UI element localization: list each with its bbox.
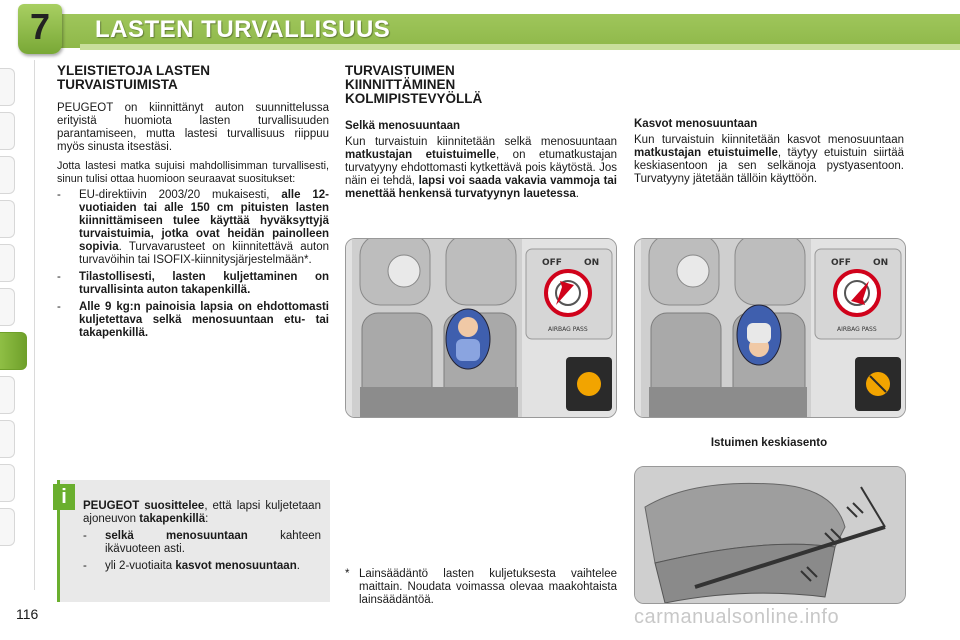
rear-facing-illustration: [345, 238, 617, 418]
info-text: :: [205, 513, 209, 525]
body-text-bold: matkustajan etuistuimelle: [345, 149, 496, 161]
chapter-tab-item[interactable]: [0, 156, 15, 194]
seat-position-caption: Istuimen keskiasento: [710, 437, 828, 449]
body-text: , täytyy etuistuin siirtää keskiasentoon ja sen selkänoja pystyasentoon. Turvatyyny jätetään tällöin käyttöön.: [634, 147, 904, 185]
body-text: Kun turvaistuin kiinnitetään kasvot menosuuntaan: [634, 134, 904, 146]
chapter-tab-item[interactable]: [0, 68, 15, 106]
side-divider: [34, 60, 35, 590]
footnote: [345, 568, 617, 607]
page-title: LASTEN TURVALLISUUS: [95, 16, 391, 43]
info-text: kahteen ikävuoteen asti.: [105, 530, 322, 555]
airbag-off-label: OFF: [831, 258, 851, 268]
chapter-tab-item[interactable]: [0, 112, 15, 150]
body-text: , on etumatkustajan turvatyyny ehdottomasti kytkettävä pois käytöstä. Jos näin ei tehdä,: [345, 149, 617, 187]
chapter-tabs: [0, 68, 28, 552]
info-text: , että lapsi kuljetetaan ajoneuvon: [83, 500, 321, 525]
body-text: .: [575, 188, 579, 200]
footnote-marker: *: [345, 568, 350, 580]
airbag-off-label: OFF: [542, 258, 562, 268]
body-text: Kun turvaistuin kiinnitetään selkä menosuuntaan: [345, 136, 617, 148]
recommendation-paragraph: Jotta lastesi matka sujuisi mahdollisimman turvallisesti, sinun tulisi ottaa huomioon seuraavat suositukset:: [57, 160, 329, 185]
header-underline: [80, 44, 960, 50]
airbag-pass-label: AIRBAG PASS: [548, 326, 588, 333]
info-intro: [83, 500, 321, 526]
intro-paragraph: PEUGEOT on kiinnittänyt auton suunnittelussa erityistä huomiota lasten turvallisuuden parantamiseen, mutta lastesi turvallisuus riippuu myös sinusta itsestäsi.: [57, 102, 329, 153]
list-text-bold: Alle 9 kg:n painoisia lapsia on ehdottomasti kuljetettava selkä menosuuntaan etu- tai takapenkillä.: [79, 301, 329, 339]
info-bold: PEUGEOT suosittelee: [83, 500, 205, 512]
list-text: EU-direktiivin 2003/20 mukaisesti,: [79, 189, 282, 201]
body-text-bold: matkustajan etuistuimelle: [634, 147, 778, 159]
list-item: - Tilastollisesti, lasten kuljettaminen on turvallisinta auton takapenkillä.: [57, 271, 329, 296]
forward-facing-illustration: [634, 238, 906, 418]
heading-line: YLEISTIETOJA LASTEN: [57, 63, 211, 78]
chapter-tab-item[interactable]: [0, 508, 15, 546]
middle-column: [345, 64, 617, 201]
subheading-forward-facing: Kasvot menosuuntaan: [634, 118, 758, 130]
seat-rail-graphic: [635, 467, 905, 603]
info-list-item: - selkä menosuuntaan kahteen ikävuoteen asti.: [83, 530, 322, 555]
chapter-tab-item[interactable]: [0, 288, 15, 326]
list-item: - Alle 9 kg:n painoisia lapsia on ehdottomasti kuljetettava selkä menosuuntaan etu- tai takapenkillä.: [57, 301, 329, 339]
chapter-number: 7: [29, 6, 51, 47]
section-heading: [57, 64, 329, 92]
list-text-bold: alle 12-vuotiaiden tai alle 150 cm pituisten lasten kiinnittämiseen tulee käyttää hyväksyttyjä turvaistuimia, jotka ovat heidän painolleen sopivia: [79, 189, 329, 253]
chapter-tab-item[interactable]: [0, 376, 15, 414]
watermark: carmanualsonline.info: [634, 606, 840, 628]
right-column: [634, 118, 904, 186]
info-text: .: [296, 560, 300, 572]
chapter-tab-item[interactable]: [0, 464, 15, 502]
seat-position-illustration: [634, 466, 906, 604]
info-bold: kasvot menosuuntaan: [175, 560, 297, 572]
airbag-pass-label: AIRBAG PASS: [837, 326, 877, 333]
section-heading: [345, 64, 617, 106]
heading-line: KOLMIPISTEVYÖLLÄ: [345, 91, 483, 106]
info-content: [83, 500, 321, 573]
subheading-rear-facing: Selkä menosuuntaan: [345, 120, 461, 132]
list-item: - EU-direktiivin 2003/20 mukaisesti, alle 12-vuotiaiden tai alle 150 cm pituisten lasten kiinnittämiseen tulee käyttää hyväksyttyjä turvaistuimia, jotka ovat heidän painolleen sopivia. Turvavarusteet on kiinnitettävä auton turvavöihin tai ISOFIX-kiinnitysjärjestelmään*.: [57, 189, 329, 266]
info-text: yli 2-vuotiaita: [105, 560, 176, 572]
forward-facing-text: [634, 134, 904, 186]
car-interior-forward-facing: [635, 239, 905, 417]
rear-facing-text: [345, 136, 617, 201]
footnote-text: Lainsäädäntö lasten kuljetuksesta vaihtelee maittain. Noudata voimassa olevaa maakohtaista lainsäädäntöä.: [359, 568, 617, 606]
left-column: [57, 64, 329, 340]
page-number: 116: [16, 606, 39, 622]
footnote-text-wrap: [345, 568, 617, 607]
chapter-tab-active[interactable]: [0, 332, 27, 370]
info-list-item: - yli 2-vuotiaita kasvot menosuuntaan.: [83, 560, 300, 572]
heading-line: TURVAISTUIMISTA: [57, 77, 178, 92]
info-bold: selkä menosuuntaan: [105, 530, 248, 542]
list-text: . Turvavarusteet on kiinnitettävä auton turvavöihin tai ISOFIX-kiinnitysjärjestelmään*.: [79, 241, 329, 266]
chapter-tab-item[interactable]: [0, 420, 15, 458]
chapter-tab-item[interactable]: [0, 200, 15, 238]
airbag-on-label: ON: [584, 258, 600, 268]
chapter-tab-item[interactable]: [0, 244, 15, 282]
info-icon: i: [53, 484, 75, 510]
list-text-bold: Tilastollisesti, lasten kuljettaminen on turvallisinta auton takapenkillä.: [79, 271, 329, 296]
airbag-on-label: ON: [873, 258, 889, 268]
heading-line: KIINNITTÄMINEN: [345, 77, 456, 92]
car-interior-rear-facing: [346, 239, 616, 417]
heading-line: TURVAISTUIMEN: [345, 63, 455, 78]
body-text-bold: lapsi voi saada vakavia vammoja tai menettää henkensä turvatyynyn lauetessa: [345, 175, 617, 200]
info-bold: takapenkillä: [139, 513, 206, 525]
